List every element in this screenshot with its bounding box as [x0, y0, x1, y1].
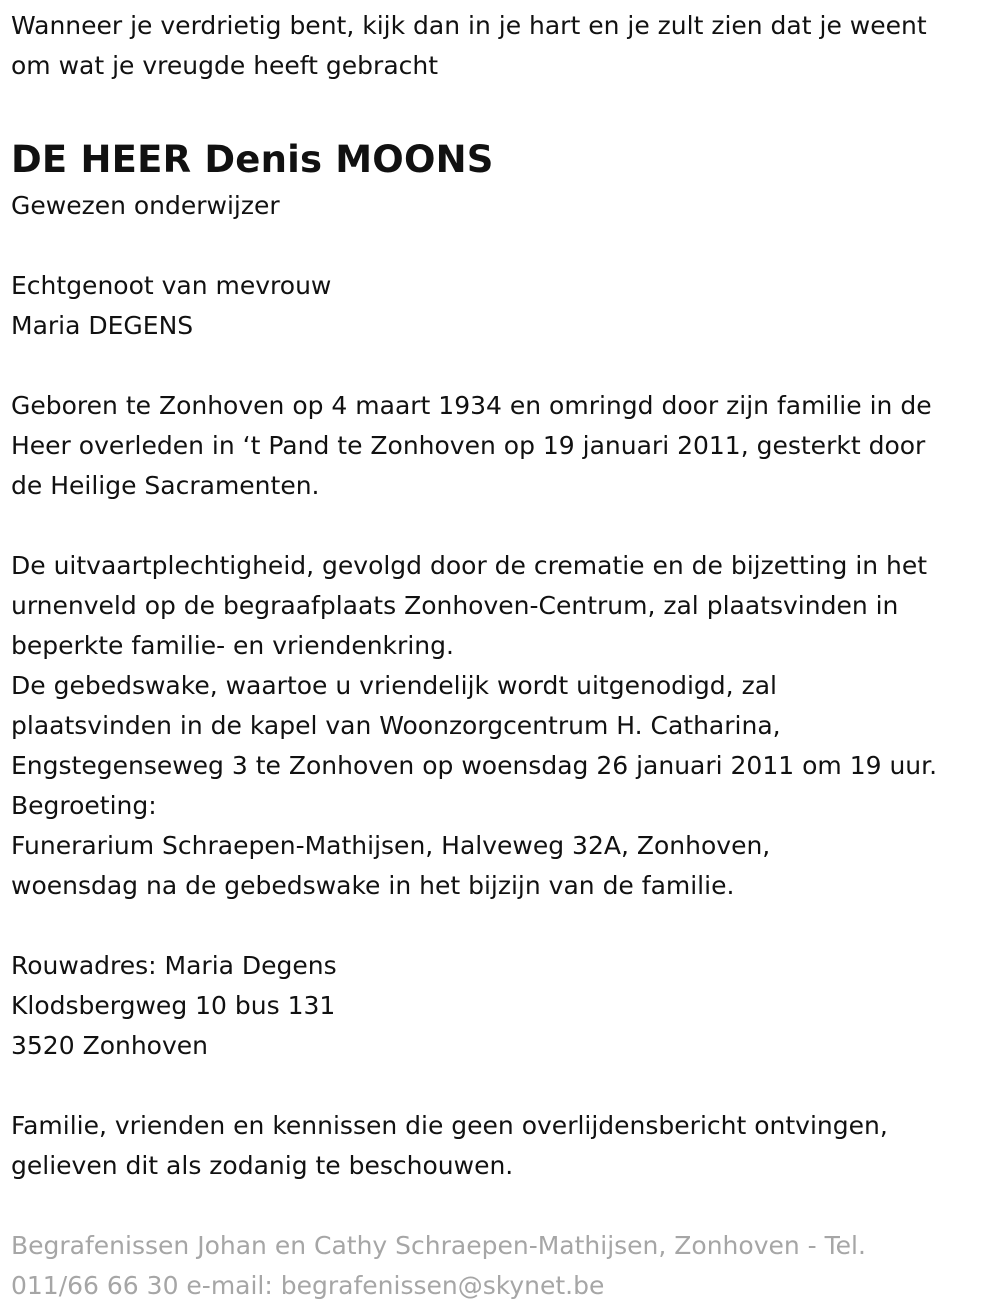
spacer	[11, 906, 990, 946]
spouse-line: Echtgenoot van mevrouw	[11, 271, 332, 300]
mourning-address-line: Rouwadres: Maria Degens	[11, 951, 337, 980]
mourning-address-line: 3520 Zonhoven	[11, 1031, 208, 1060]
notice-section	[11, 1106, 990, 1186]
notice-line: Familie, vrienden en kennissen die geen overlijdensbericht ontvingen,	[11, 1111, 888, 1140]
ceremony-line: beperkte familie- en vriendenkring.	[11, 631, 454, 660]
deceased-name: DE HEER Denis MOONS	[11, 138, 494, 181]
spacer	[11, 1066, 990, 1106]
notice-line: gelieven dit als zodanig te beschouwen.	[11, 1151, 514, 1180]
spacer	[11, 226, 990, 266]
vigil-line: Engstegenseweg 3 te Zonhoven op woensdag 26 januari 2011 om 19 uur.	[11, 751, 938, 780]
spouse-section	[11, 266, 990, 346]
deceased-occupation: Gewezen onderwijzer	[11, 191, 280, 220]
birth-death-section	[11, 386, 990, 506]
greeting-line: Funerarium Schraepen-Mathijsen, Halveweg 32A, Zonhoven,	[11, 831, 771, 860]
birth-death-line: Heer overleden in ‘t Pand te Zonhoven op 19 januari 2011, gesterkt door	[11, 431, 926, 460]
vigil-line: plaatsvinden in de kapel van Woonzorgcentrum H. Catharina,	[11, 711, 781, 740]
vigil-line: De gebedswake, waartoe u vriendelijk wordt uitgenodigd, zal	[11, 671, 777, 700]
spouse-name: Maria DEGENS	[11, 311, 194, 340]
birth-death-line: Geboren te Zonhoven op 4 maart 1934 en omringd door zijn familie in de	[11, 391, 932, 420]
footer-line: Begrafenissen Johan en Cathy Schraepen-Mathijsen, Zonhoven - Tel.	[11, 1231, 866, 1260]
ceremony-section	[11, 546, 990, 906]
greeting-heading: Begroeting:	[11, 791, 157, 820]
quote-line: om wat je vreugde heeft gebracht	[11, 51, 439, 80]
mourning-address-section	[11, 946, 990, 1066]
funeral-director-footer	[11, 1226, 990, 1306]
spacer	[11, 506, 990, 546]
spacer	[11, 1186, 990, 1226]
opening-quote	[11, 6, 990, 86]
footer-contact-line: 011/66 66 30 e-mail: begrafenissen@skynet.be	[11, 1271, 605, 1300]
quote-line: Wanneer je verdrietig bent, kijk dan in je hart en je zult zien dat je weent	[11, 11, 927, 40]
ceremony-line: urnenveld op de begraafplaats Zonhoven-Centrum, zal plaatsvinden in	[11, 591, 899, 620]
greeting-line: woensdag na de gebedswake in het bijzijn van de familie.	[11, 871, 735, 900]
birth-death-line: de Heilige Sacramenten.	[11, 471, 320, 500]
mourning-address-line: Klodsbergweg 10 bus 131	[11, 991, 336, 1020]
spacer	[11, 346, 990, 386]
ceremony-line: De uitvaartplechtigheid, gevolgd door de crematie en de bijzetting in het	[11, 551, 928, 580]
